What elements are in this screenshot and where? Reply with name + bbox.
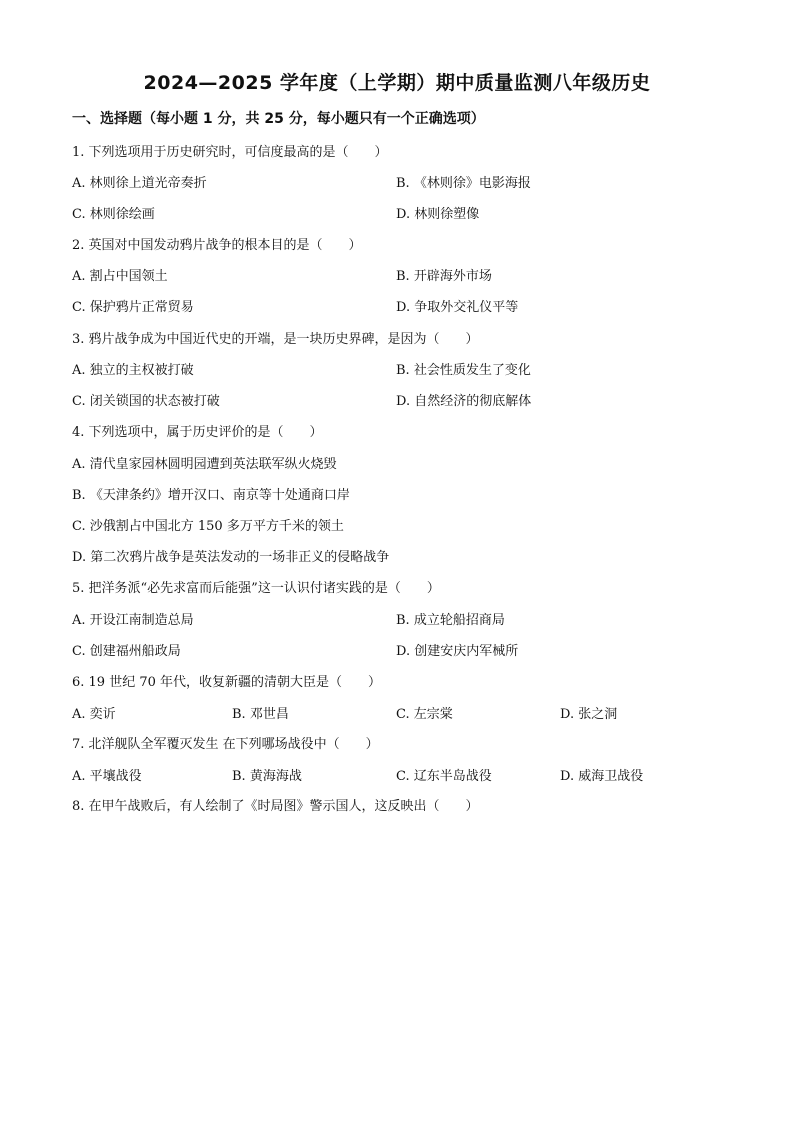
question-4-option-c: C. 沙俄割占中国北方 150 多万平方千米的领土 xyxy=(72,519,344,534)
question-3-stem: 3. 鸦片战争成为中国近代史的开端，是一块历史界碑，是因为（ ） xyxy=(72,332,479,347)
question-4-option-b: B. 《天津条约》增开汉口、南京等十处通商口岸 xyxy=(72,488,350,503)
question-5-option-b: B. 成立轮船招商局 xyxy=(396,613,505,628)
question-3-option-b: B. 社会性质发生了变化 xyxy=(396,363,531,378)
question-3-option-a: A. 独立的主权被打破 xyxy=(72,363,194,378)
question-1-stem: 1. 下列选项用于历史研究时，可信度最高的是（ ） xyxy=(72,145,388,160)
question-4-option-d: D. 第二次鸦片战争是英法发动的一场非正义的侵略战争 xyxy=(72,550,390,565)
question-5-option-c: C. 创建福州船政局 xyxy=(72,644,181,659)
question-2-option-d: D. 争取外交礼仪平等 xyxy=(396,300,519,315)
question-7-option-d: D. 威海卫战役 xyxy=(560,769,644,784)
question-5-option-d: D. 创建安庆内军械所 xyxy=(396,644,519,659)
question-1-option-d: D. 林则徐塑像 xyxy=(396,207,480,222)
question-4-stem: 4. 下列选项中，属于历史评价的是（ ） xyxy=(72,425,323,440)
question-4-option-a: A. 清代皇家园林圆明园遭到英法联军纵火烧毁 xyxy=(72,457,337,472)
question-5-option-a: A. 开设江南制造总局 xyxy=(72,613,194,628)
question-2-option-a: A. 割占中国领土 xyxy=(72,269,168,284)
question-7-option-b: B. 黄海海战 xyxy=(232,769,302,784)
question-5-stem: 5. 把洋务派“必先求富而后能强”这一认识付诸实践的是（ ） xyxy=(72,581,440,596)
question-6-option-d: D. 张之洞 xyxy=(560,707,618,722)
question-7-stem: 7. 北洋舰队全军覆灭发生 在下列哪场战役中（ ） xyxy=(72,737,379,752)
question-7-option-c: C. 辽东半岛战役 xyxy=(396,769,492,784)
question-3-option-c: C. 闭关锁国的状态被打破 xyxy=(72,394,220,409)
section-heading: 一、选择题（每小题 1 分，共 25 分，每小题只有一个正确选项） xyxy=(72,111,485,127)
question-6-stem: 6. 19 世纪 70 年代，收复新疆的清朝大臣是（ ） xyxy=(72,675,382,690)
question-2-stem: 2. 英国对中国发动鸦片战争的根本目的是（ ） xyxy=(72,238,362,253)
question-8-stem: 8. 在甲午战败后，有人绘制了《时局图》警示国人，这反映出（ ） xyxy=(72,799,479,814)
question-6-option-b: B. 邓世昌 xyxy=(232,707,289,722)
question-6-option-a: A. 奕䜣 xyxy=(72,707,116,722)
question-1-option-b: B. 《林则徐》电影海报 xyxy=(396,176,531,191)
question-7-option-a: A. 平壤战役 xyxy=(72,769,142,784)
question-1-option-a: A. 林则徐上道光帝奏折 xyxy=(72,176,207,191)
question-3-option-d: D. 自然经济的彻底解体 xyxy=(396,394,532,409)
question-1-option-c: C. 林则徐绘画 xyxy=(72,207,155,222)
question-6-option-c: C. 左宗棠 xyxy=(396,707,453,722)
exam-title: 2024—2025 学年度（上学期）期中质量监测八年级历史 xyxy=(143,72,651,94)
question-2-option-c: C. 保护鸦片正常贸易 xyxy=(72,300,194,315)
question-2-option-b: B. 开辟海外市场 xyxy=(396,269,492,284)
